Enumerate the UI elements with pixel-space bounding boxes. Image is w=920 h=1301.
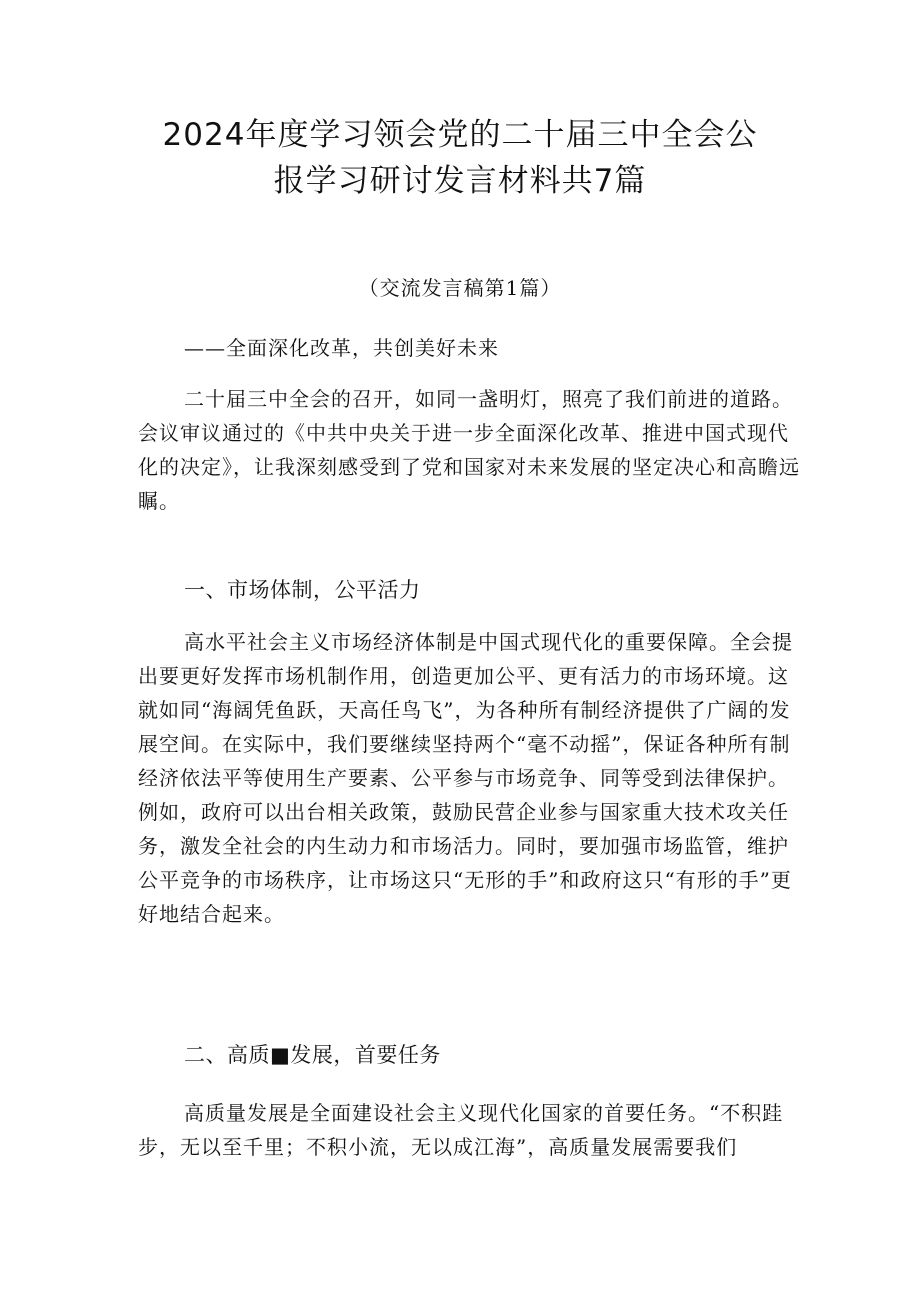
intro-paragraph: 二十届三中全会的召开，如同一盏明灯，照亮了我们前进的道路。会议审议通过的《中共中央关于进一步全面深化改革、推进中国式现代化的决定》，让我深刻感受到了党和国家对未来发展的坚定决心和高瞻远瞩。 bbox=[138, 387, 800, 513]
section-paragraph-2: 高质量发展是全面建设社会主义现代化国家的首要任务。“不积跬步，无以至千里；不积小流，无以成江海”，高质量发展需要我们 bbox=[138, 1101, 784, 1159]
title-line-1: 2024年度学习领会党的二十届三中全会公 bbox=[162, 117, 758, 153]
section-heading-2: 二、高质■发展，首要任务 bbox=[184, 1043, 441, 1067]
title-line-2: 报学习研讨发言材料共7篇 bbox=[273, 163, 647, 199]
document-title bbox=[130, 112, 790, 204]
section-heading-1: 一、市场体制，公平活力 bbox=[184, 578, 421, 602]
document-theme: ——全面深化改革，共创美好未来 bbox=[184, 336, 499, 360]
document-subtitle: （交流发言稿第1篇） bbox=[358, 276, 562, 300]
section-paragraph-1: 高水平社会主义市场经济体制是中国式现代化的重要保障。全会提出要更好发挥市场机制作用，创造更加公平、更有活力的市场环境。这就如同“海阔凭鱼跃，天高任鸟飞”，为各种所有制经济提供了广阔的发展空间。在实际中，我们要继续坚持两个“毫不动摇”，保证各种所有制经济依法平等使用生产要素、公平参与市场竞争、同等受到法律保护。例如，政府可以出台相关政策，鼓励民营企业参与国家重大技术攻关任务，激发全社会的内生动力和市场活力。同时，要加强市场监管，维护公平竞争的市场秩序，让市场这只“无形的手”和政府这只“有形的手”更好地结合起来。 bbox=[138, 630, 793, 926]
